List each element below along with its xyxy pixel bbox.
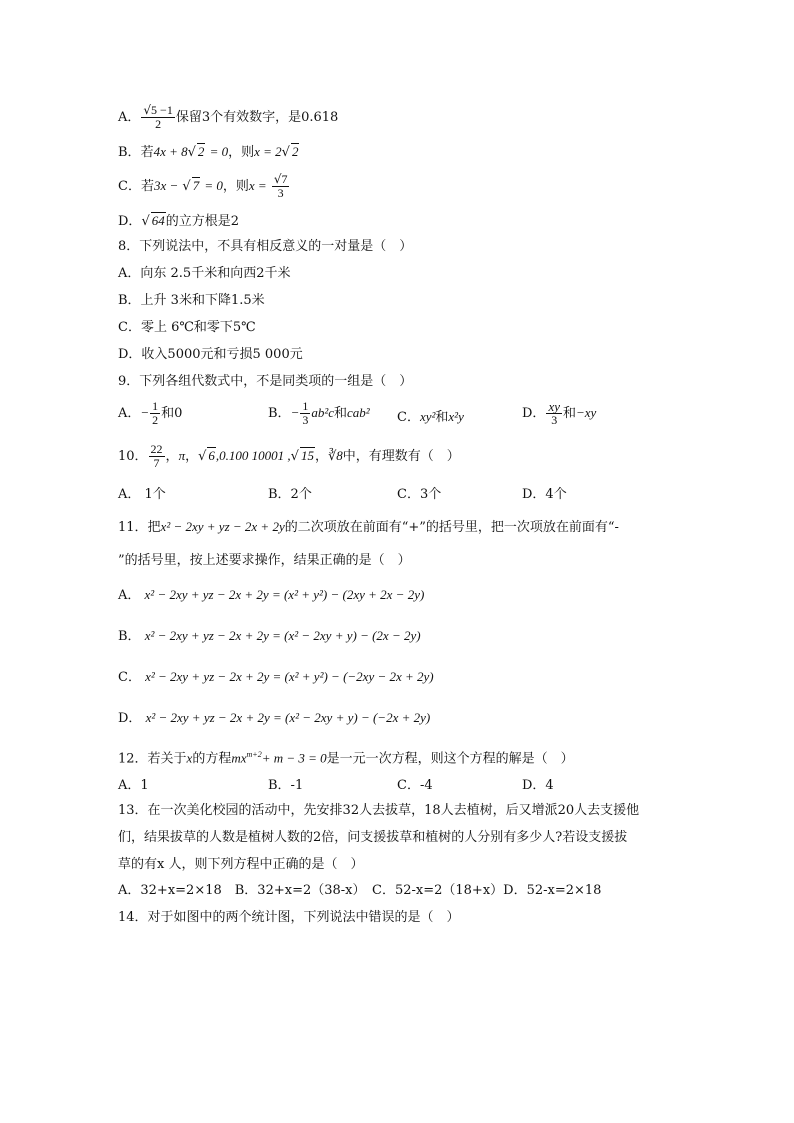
- q8-option-b: B．上升 3米和下降1.5米: [118, 293, 265, 308]
- q7-c-fraction: $\frac{√7}{3}$: [273, 172, 288, 200]
- q13-stem-line3: 草的有x 人，则下列方程中正确的是（ ）: [118, 857, 364, 872]
- q11-option-a: A． x² − 2xy + yz − 2x + 2y = (x² + y²) − (2xy + 2x − 2y): [118, 587, 425, 603]
- q13-stem-line2: 们，结果拔草的人数是植树人数的2倍，问支援拔草和植树的人分别有多少人?若设支援拔: [118, 830, 628, 845]
- q9-option-b: B．− $\frac{1}{3}$ ab²c和cab²: [268, 399, 370, 427]
- q11-option-d: D． x² − 2xy + yz − 2x + 2y = (x² − 2xy + y) − (−2x + 2y): [118, 710, 431, 726]
- q7-option-c: C．若3x − √ 7 = 0，则x = $\frac{√7}{3}$: [118, 172, 288, 200]
- q9-option-d: D． $\frac{xy}{3}$ 和−xy: [522, 399, 597, 427]
- q11-stem-line2: ”的括号里，按上述要求操作，结果正确的是（ ）: [118, 553, 411, 568]
- q8-option-a: A．向东 2.5千米和向西2千米: [118, 266, 291, 281]
- q7-option-d: D．√ 64的立方根是2: [118, 213, 240, 229]
- q13-stem-line1: 13．在一次美化校园的活动中，先安排32人去拔草，18人去植树，后又增派20人去支援他: [118, 803, 640, 818]
- q10-option-a: A． 1个: [118, 487, 166, 502]
- q8-option-d: D．收入5000元和亏损5 000元: [118, 347, 303, 362]
- q14-stem: 14．对于如图中的两个统计图，下列说法中错误的是（ ）: [118, 910, 460, 925]
- q8-option-c: C．零上 6℃和零下5℃: [118, 320, 256, 335]
- q9-option-a: A．− $\frac{1}{2}$ 和0: [118, 399, 183, 427]
- q11-option-c: C． x² − 2xy + yz − 2x + 2y = (x² + y²) − (−2xy − 2x + 2y): [118, 669, 434, 685]
- q12-option-b: B．-1: [268, 778, 304, 793]
- q8-stem: 8．下列说法中，不具有相反意义的一对量是（ ）: [118, 239, 413, 254]
- q9-option-c: C．xy²和x²y: [397, 409, 464, 425]
- q12-option-a: A．1: [118, 778, 149, 793]
- q10-option-d: D．4个: [522, 487, 567, 502]
- q10-stem: 10． $\frac{22}{7}$ ，π，√ 6,0.100 10001 ,√ 15，∛8中，有理数有（ ）: [118, 442, 460, 470]
- q11-stem-line1: 11．把x² − 2xy + yz − 2x + 2y的二次项放在前面有“+”的括号里，把一次项放在前面有“-: [118, 519, 619, 535]
- q7-a-fraction: $\frac{√5 -1}{2}$: [143, 103, 173, 131]
- q12-stem: 12．若关于x的方程$mx^{m+2}+ m - 3 = 0$是一元一次方程，则这个方程的解是（ ）: [118, 750, 574, 767]
- q7-option-a: A． $\frac{√5 -1}{2}$ 保留3个有效数字，是0.618: [118, 103, 339, 131]
- q12-option-d: D．4: [522, 778, 554, 793]
- q9-stem: 9．下列各组代数式中，不是同类项的一组是（ ）: [118, 374, 413, 389]
- q13-options: A．32+x=2×18 B．32+x=2（38-x） C．52-x=2（18+x）D．52-x=2×18: [118, 883, 602, 898]
- q10-option-c: C．3个: [397, 487, 442, 502]
- q7-option-b: B．若4x + 8√ 2 = 0，则x = 2√ 2: [118, 144, 299, 160]
- q11-option-b: B． x² − 2xy + yz − 2x + 2y = (x² − 2xy + y) − (2x − 2y): [118, 628, 421, 644]
- q12-option-c: C．-4: [397, 778, 433, 793]
- q10-option-b: B．2个: [268, 487, 312, 502]
